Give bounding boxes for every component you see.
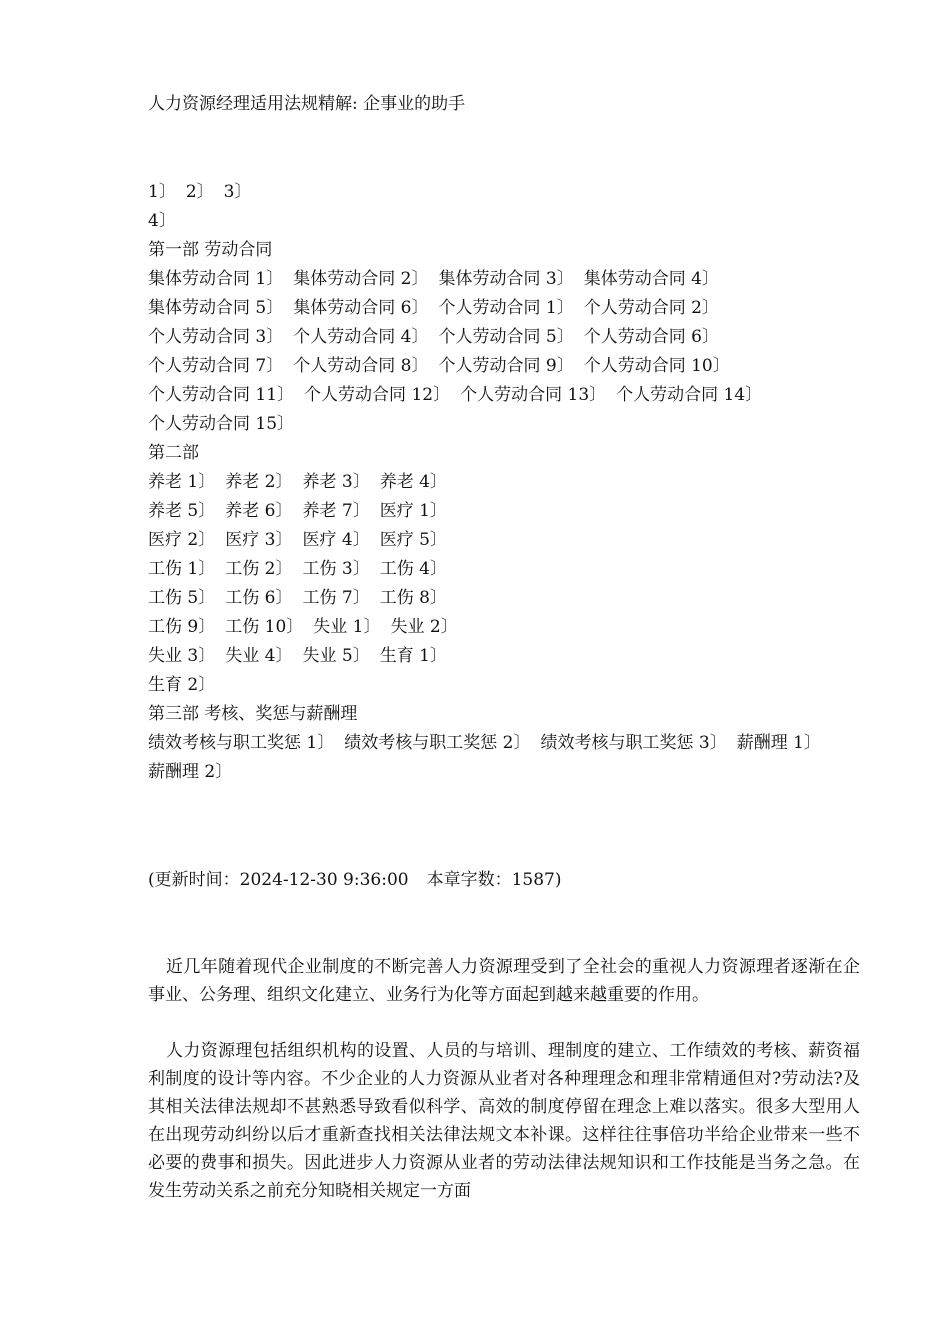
toc-item[interactable]: 个人劳动合同 7〕 — [148, 356, 284, 376]
toc-item[interactable]: 第二部 — [148, 443, 199, 463]
toc-line — [148, 439, 831, 468]
toc-item[interactable]: 1〕 — [148, 182, 176, 202]
toc-line — [148, 700, 831, 729]
toc-item[interactable]: 工伤 1〕 — [148, 559, 216, 579]
toc-item[interactable]: 养老 3〕 — [302, 472, 370, 492]
toc-item[interactable]: 医疗 4〕 — [302, 530, 370, 550]
toc-item[interactable]: 绩效考核与职工奖惩 3〕 — [540, 733, 727, 753]
toc-item[interactable]: 医疗 2〕 — [148, 530, 216, 550]
toc-item[interactable]: 绩效考核与职工奖惩 1〕 — [148, 733, 335, 753]
toc-item[interactable]: 个人劳动合同 3〕 — [148, 327, 284, 347]
toc-item[interactable]: 工伤 7〕 — [302, 588, 370, 608]
toc-item[interactable]: 绩效考核与职工奖惩 2〕 — [344, 733, 531, 753]
toc-item[interactable]: 工伤 10〕 — [225, 617, 304, 637]
toc-line — [148, 352, 831, 381]
toc-item[interactable]: 集体劳动合同 3〕 — [438, 269, 574, 289]
toc-item[interactable]: 个人劳动合同 10〕 — [583, 356, 730, 376]
toc-line — [148, 526, 831, 555]
toc-line — [148, 294, 831, 323]
toc-item[interactable]: 失业 2〕 — [390, 617, 458, 637]
toc-item[interactable]: 医疗 5〕 — [379, 530, 447, 550]
toc-item[interactable]: 个人劳动合同 9〕 — [438, 356, 574, 376]
toc-item[interactable]: 个人劳动合同 6〕 — [583, 327, 719, 347]
toc-line — [148, 671, 831, 700]
toc-item[interactable]: 个人劳动合同 2〕 — [583, 298, 719, 318]
toc-item[interactable]: 个人劳动合同 14〕 — [616, 385, 763, 405]
toc-line — [148, 729, 831, 758]
toc-item[interactable]: 薪酬理 1〕 — [736, 733, 821, 753]
toc-item[interactable]: 失业 3〕 — [148, 646, 216, 666]
table-of-contents — [148, 178, 831, 787]
toc-item[interactable]: 集体劳动合同 5〕 — [148, 298, 284, 318]
update-time: (更新时间：2024-12-30 9:36:00 — [148, 870, 409, 890]
toc-line — [148, 178, 831, 207]
body-paragraph: 近几年随着现代企业制度的不断完善人力资源理受到了全社会的重视人力资源理者逐渐在企事业、公务理、组织文化建立、业务行为化等方面起到越来越重要的作用。 — [148, 957, 860, 1005]
toc-item[interactable]: 生育 2〕 — [148, 675, 216, 695]
toc-item[interactable]: 生育 1〕 — [379, 646, 447, 666]
toc-item[interactable]: 工伤 6〕 — [225, 588, 293, 608]
toc-item[interactable]: 个人劳动合同 15〕 — [148, 414, 295, 434]
toc-item[interactable]: 养老 5〕 — [148, 501, 216, 521]
toc-line — [148, 497, 831, 526]
toc-item[interactable]: 个人劳动合同 4〕 — [293, 327, 429, 347]
toc-item[interactable]: 工伤 5〕 — [148, 588, 216, 608]
toc-line — [148, 468, 831, 497]
toc-line — [148, 642, 831, 671]
toc-item[interactable]: 工伤 3〕 — [302, 559, 370, 579]
toc-item[interactable]: 养老 4〕 — [379, 472, 447, 492]
toc-item[interactable]: 养老 7〕 — [302, 501, 370, 521]
toc-item[interactable]: 薪酬理 2〕 — [148, 762, 233, 782]
toc-item[interactable]: 医疗 3〕 — [225, 530, 293, 550]
document-title: 人力资源经理适用法规精解: 企事业的助手 — [148, 94, 466, 114]
body-paragraph: 人力资源理包括组织机构的设置、人员的与培训、理制度的建立、工作绩效的考核、薪资福利制度的设计等内容。不少企业的人力资源从业者对各种理理念和理非常精通但对?劳动法?及其相关法律法规却不甚熟悉导致看似科学、高效的制度停留在理念上难以落实。很多大型用人在出现劳动纠纷以后才重新查找相关法律法规文本补课。这样往往事倍功半给企业带来一些不必要的费事和损失。因此进步人力资源从业者的劳动法律法规知识和工作技能是当务之急。在发生劳动关系之前充分知晓相关规定一方面 — [148, 1041, 860, 1201]
toc-item[interactable]: 失业 5〕 — [302, 646, 370, 666]
toc-item[interactable]: 第一部 劳动合同 — [148, 240, 273, 260]
toc-item[interactable]: 失业 4〕 — [225, 646, 293, 666]
toc-item[interactable]: 养老 2〕 — [225, 472, 293, 492]
toc-line — [148, 410, 831, 439]
toc-item[interactable]: 工伤 9〕 — [148, 617, 216, 637]
toc-line — [148, 323, 831, 352]
toc-line — [148, 265, 831, 294]
toc-line — [148, 555, 831, 584]
toc-item[interactable]: 4〕 — [148, 211, 176, 231]
chapter-meta — [148, 868, 562, 892]
chapter-body — [148, 953, 860, 1233]
toc-item[interactable]: 医疗 1〕 — [379, 501, 447, 521]
toc-item[interactable]: 个人劳动合同 8〕 — [293, 356, 429, 376]
toc-item[interactable]: 3〕 — [223, 182, 252, 202]
toc-item[interactable]: 个人劳动合同 5〕 — [438, 327, 574, 347]
toc-line — [148, 584, 831, 613]
toc-line — [148, 758, 831, 787]
word-count: 本章字数：1587) — [426, 870, 562, 890]
toc-item[interactable]: 养老 6〕 — [225, 501, 293, 521]
toc-item[interactable]: 失业 1〕 — [313, 617, 381, 637]
toc-line — [148, 613, 831, 642]
toc-item[interactable]: 工伤 4〕 — [379, 559, 447, 579]
toc-item[interactable]: 个人劳动合同 12〕 — [304, 385, 451, 405]
toc-item[interactable]: 个人劳动合同 1〕 — [438, 298, 574, 318]
toc-item[interactable]: 工伤 8〕 — [379, 588, 447, 608]
toc-item[interactable]: 集体劳动合同 4〕 — [583, 269, 719, 289]
toc-line — [148, 207, 831, 236]
toc-item[interactable]: 集体劳动合同 2〕 — [293, 269, 429, 289]
toc-item[interactable]: 养老 1〕 — [148, 472, 216, 492]
toc-item[interactable]: 个人劳动合同 13〕 — [460, 385, 607, 405]
toc-line — [148, 236, 831, 265]
toc-item[interactable]: 2〕 — [185, 182, 214, 202]
toc-item[interactable]: 第三部 考核、奖惩与薪酬理 — [148, 704, 358, 724]
toc-item[interactable]: 个人劳动合同 11〕 — [148, 385, 295, 405]
toc-item[interactable]: 集体劳动合同 6〕 — [293, 298, 429, 318]
toc-line — [148, 381, 831, 410]
toc-item[interactable]: 集体劳动合同 1〕 — [148, 269, 284, 289]
toc-item[interactable]: 工伤 2〕 — [225, 559, 293, 579]
